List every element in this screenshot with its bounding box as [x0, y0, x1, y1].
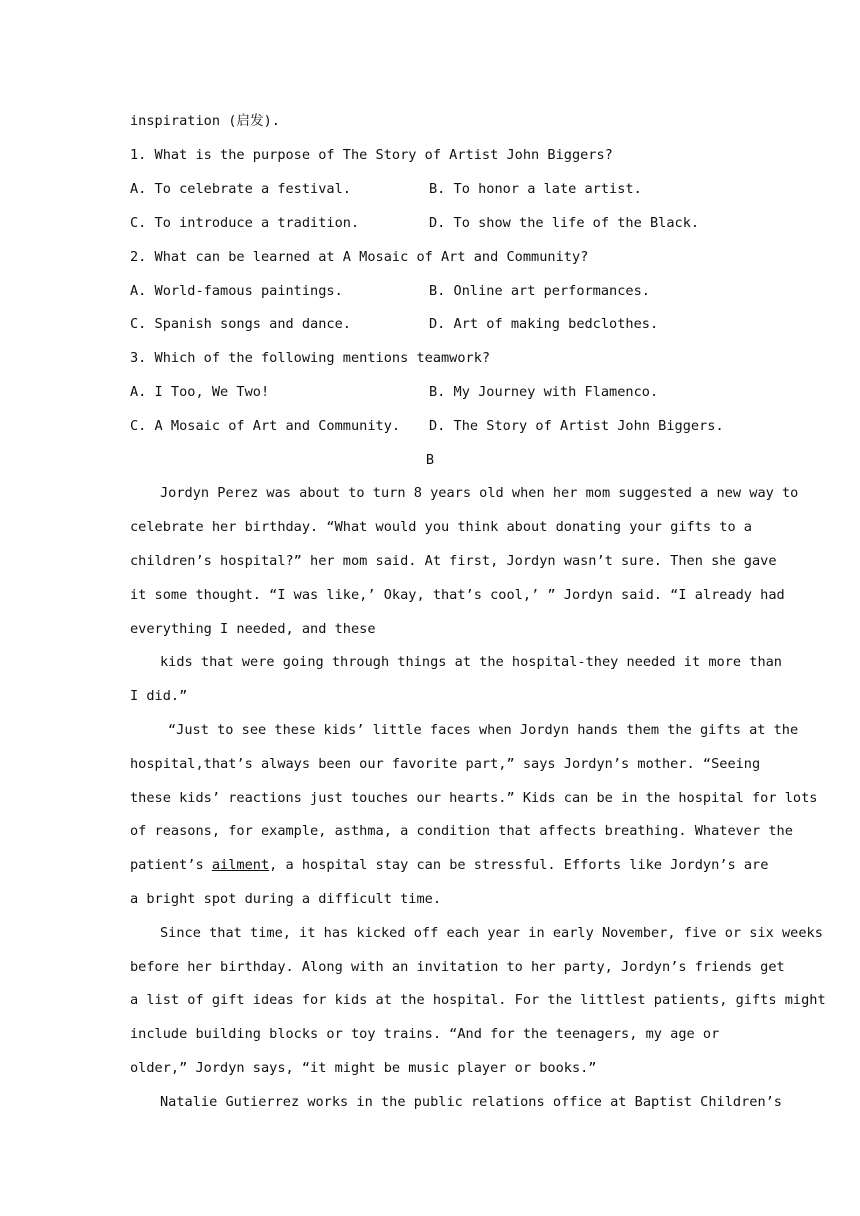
passage-line-12-end: , a hospital stay can be stressful. Efforts like Jordyn’s are: [269, 857, 769, 873]
question-2-stem: 2. What can be learned at A Mosaic of Art and Community?: [130, 249, 589, 265]
passage-line-16: a list of gift ideas for kids at the hospital. For the littlest patients, gifts might: [130, 992, 826, 1008]
question-2-option-d: D. Art of making bedclothes.: [429, 316, 659, 332]
passage-line-18: older,” Jordyn says, “it might be music player or books.”: [130, 1060, 597, 1076]
passage-line-7: I did.”: [130, 688, 188, 704]
passage-line-12-start: patient’s: [130, 857, 212, 873]
passage-line-11: of reasons, for example, asthma, a condition that affects breathing. Whatever the: [130, 823, 793, 839]
passage-line-9: hospital,that’s always been our favorite part,” says Jordyn’s mother. “Seeing: [130, 756, 761, 772]
question-3-stem: 3. Which of the following mentions teamwork?: [130, 350, 491, 366]
question-1-stem: 1. What is the purpose of The Story of Artist John Biggers?: [130, 147, 613, 163]
question-1-option-a: A. To celebrate a festival.: [130, 181, 351, 197]
question-2-option-a: A. World-famous paintings.: [130, 283, 343, 299]
question-2-option-c: C. Spanish songs and dance.: [130, 316, 351, 332]
passage-line-14: Since that time, it has kicked off each year in early November, five or six weeks: [160, 925, 823, 941]
passage-line-13: a bright spot during a difficult time.: [130, 891, 441, 907]
question-3-option-c: C. A Mosaic of Art and Community.: [130, 418, 401, 434]
passage-line-4: it some thought. “I was like,’ Okay, that’s cool,’ ” Jordyn said. “I already had: [130, 587, 785, 603]
passage-line-5: everything I needed, and these: [130, 621, 376, 637]
passage-line-17: include building blocks or toy trains. “And for the teenagers, my age or: [130, 1026, 720, 1042]
question-2-option-b: B. Online art performances.: [429, 283, 650, 299]
passage-line-1: Jordyn Perez was about to turn 8 years old when her mom suggested a new way to: [160, 485, 799, 501]
section-heading: B: [425, 452, 435, 468]
question-1-option-c: C. To introduce a tradition.: [130, 215, 360, 231]
question-3-option-b: B. My Journey with Flamenco.: [429, 384, 659, 400]
passage-line-10: these kids’ reactions just touches our hearts.” Kids can be in the hospital for lots: [130, 790, 818, 806]
question-1-option-b: B. To honor a late artist.: [429, 181, 642, 197]
passage-line-3: children’s hospital?” her mom said. At first, Jordyn wasn’t sure. Then she gave: [130, 553, 777, 569]
underlined-word-ailment: ailment: [211, 857, 270, 873]
passage-line-12: [130, 855, 769, 875]
question-1-option-d: D. To show the life of the Black.: [429, 215, 700, 231]
passage-line-19: Natalie Gutierrez works in the public relations office at Baptist Children’s: [160, 1094, 782, 1110]
passage-line-8: “Just to see these kids’ little faces when Jordyn hands them the gifts at the: [168, 722, 799, 738]
question-3-option-d: D. The Story of Artist John Biggers.: [429, 418, 724, 434]
passage-line-15: before her birthday. Along with an invitation to her party, Jordyn’s friends get: [130, 959, 785, 975]
passage-line-2: celebrate her birthday. “What would you think about donating your gifts to a: [130, 519, 752, 535]
question-3-option-a: A. I Too, We Two!: [130, 384, 270, 400]
passage-line-6: kids that were going through things at the hospital-they needed it more than: [160, 654, 782, 670]
intro-tail-text: inspiration (启发).: [130, 113, 280, 129]
